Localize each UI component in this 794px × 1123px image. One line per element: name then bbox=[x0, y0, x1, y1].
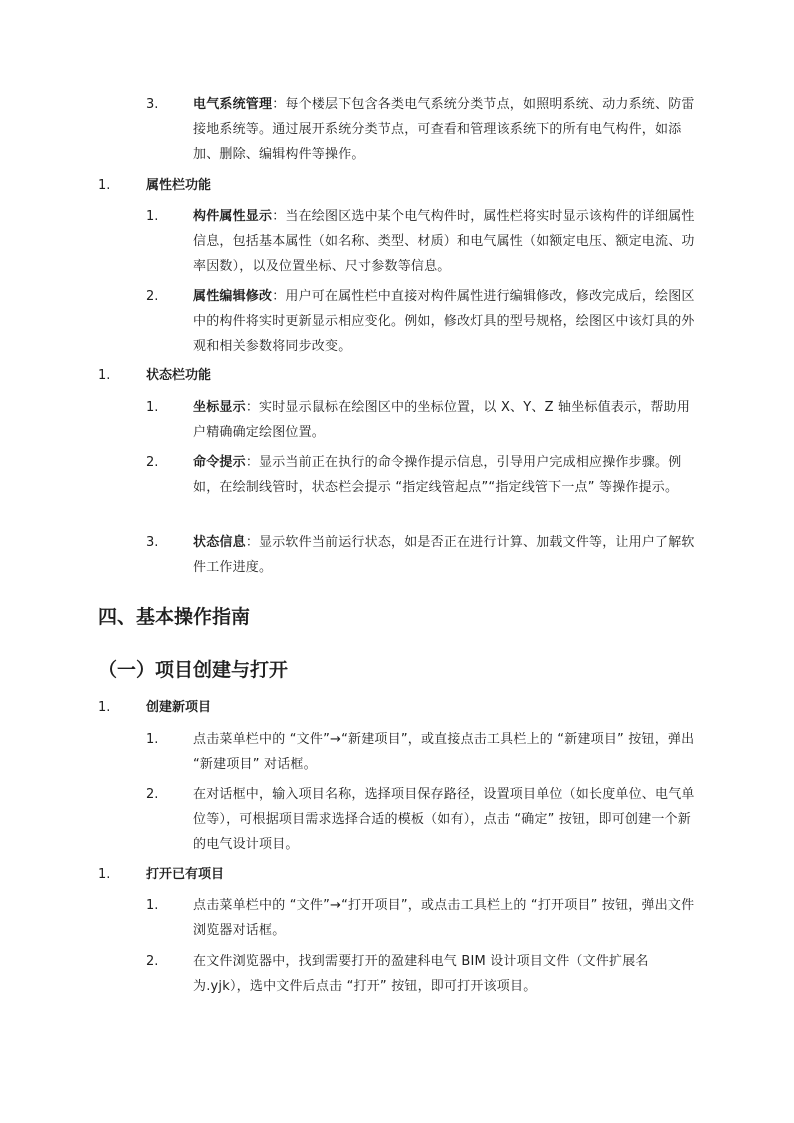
list-item bbox=[193, 204, 703, 279]
list-item: 点击菜单栏中的 “文件”→“新建项目”，或直接点击工具栏上的 “新建项目” 按钮，弹出 “新建项目” 对话框。 bbox=[193, 732, 695, 772]
list-item-body: ：显示软件当前运行状态，如是否正在进行计算、加载文件等，让用户了解软件工作进度。 bbox=[193, 535, 695, 575]
list-number: 1. bbox=[146, 898, 159, 913]
list-number: 1. bbox=[146, 209, 159, 224]
list-item-title: 命令提示 bbox=[193, 455, 246, 470]
list-number: 2. bbox=[146, 787, 159, 802]
list-item-body: ：实时显示鼠标在绘图区中的坐标位置，以 X、Y、Z 轴坐标值表示，帮助用户精确确定绘图位置。 bbox=[193, 400, 691, 440]
list-number: 1. bbox=[98, 178, 111, 193]
section-item-title: 状态栏功能 bbox=[146, 368, 212, 383]
section-heading: 四、基本操作指南 bbox=[98, 606, 251, 628]
list-item-title: 构件属性显示 bbox=[193, 209, 273, 224]
list-number: 1. bbox=[98, 700, 111, 715]
list-item-title: 状态信息 bbox=[193, 535, 246, 550]
list-item: 在对话框中，输入项目名称，选择项目保存路径，设置项目单位（如长度单位、电气单位等），可根据项目需求选择合适的模板（如有），点击 “确定” 按钮，即可创建一个新的电气设计项目。 bbox=[193, 787, 695, 852]
list-item bbox=[193, 450, 703, 500]
list-number: 3. bbox=[146, 97, 159, 112]
list-number: 1. bbox=[146, 732, 159, 747]
list-item-title: 电气系统管理 bbox=[193, 97, 273, 112]
list-number: 1. bbox=[146, 400, 159, 415]
list-number: 2. bbox=[146, 954, 159, 969]
list-item-body: ：显示当前正在执行的命令操作提示信息，引导用户完成相应操作步骤。例如，在绘制线管时，状态栏会提示 “指定线管起点”“指定线管下一点” 等操作提示。 bbox=[193, 455, 682, 495]
list-item-body: ：当在绘图区选中某个电气构件时，属性栏将实时显示该构件的详细属性信息，包括基本属性（如名称、类型、材质）和电气属性（如额定电压、额定电流、功率因数），以及位置坐标、尺寸参数等信息。 bbox=[193, 209, 695, 274]
subsection-heading: （一）项目创建与打开 bbox=[98, 659, 289, 681]
section-item-title: 属性栏功能 bbox=[146, 178, 212, 193]
list-item bbox=[193, 530, 703, 580]
list-number: 2. bbox=[146, 455, 159, 470]
list-item-title: 属性编辑修改 bbox=[193, 289, 273, 304]
list-item bbox=[193, 92, 703, 167]
list-item: 点击菜单栏中的 “文件”→“打开项目”，或点击工具栏上的 “打开项目” 按钮，弹出文件浏览器对话框。 bbox=[193, 898, 695, 938]
section-item-title: 打开已有项目 bbox=[146, 867, 225, 882]
list-item-title: 坐标显示 bbox=[193, 400, 246, 415]
section-item-title: 创建新项目 bbox=[146, 700, 212, 715]
list-item: 在文件浏览器中，找到需要打开的盈建科电气 BIM 设计项目文件（文件扩展名为.yjk），选中文件后点击 “打开” 按钮，即可打开该项目。 bbox=[193, 954, 649, 994]
list-number: 1. bbox=[98, 867, 111, 882]
list-number: 2. bbox=[146, 289, 159, 304]
list-item bbox=[193, 395, 693, 445]
list-item bbox=[193, 284, 703, 359]
list-number: 3. bbox=[146, 535, 159, 550]
list-item-body: ：用户可在属性栏中直接对构件属性进行编辑修改，修改完成后，绘图区中的构件将实时更新显示相应变化。例如，修改灯具的型号规格，绘图区中该灯具的外观和相关参数将同步改变。 bbox=[193, 289, 695, 354]
list-number: 1. bbox=[98, 368, 111, 383]
list-item-body: ：每个楼层下包含各类电气系统分类节点，如照明系统、动力系统、防雷接地系统等。通过展开系统分类节点，可查看和管理该系统下的所有电气构件，如添加、删除、编辑构件等操作。 bbox=[193, 97, 695, 162]
